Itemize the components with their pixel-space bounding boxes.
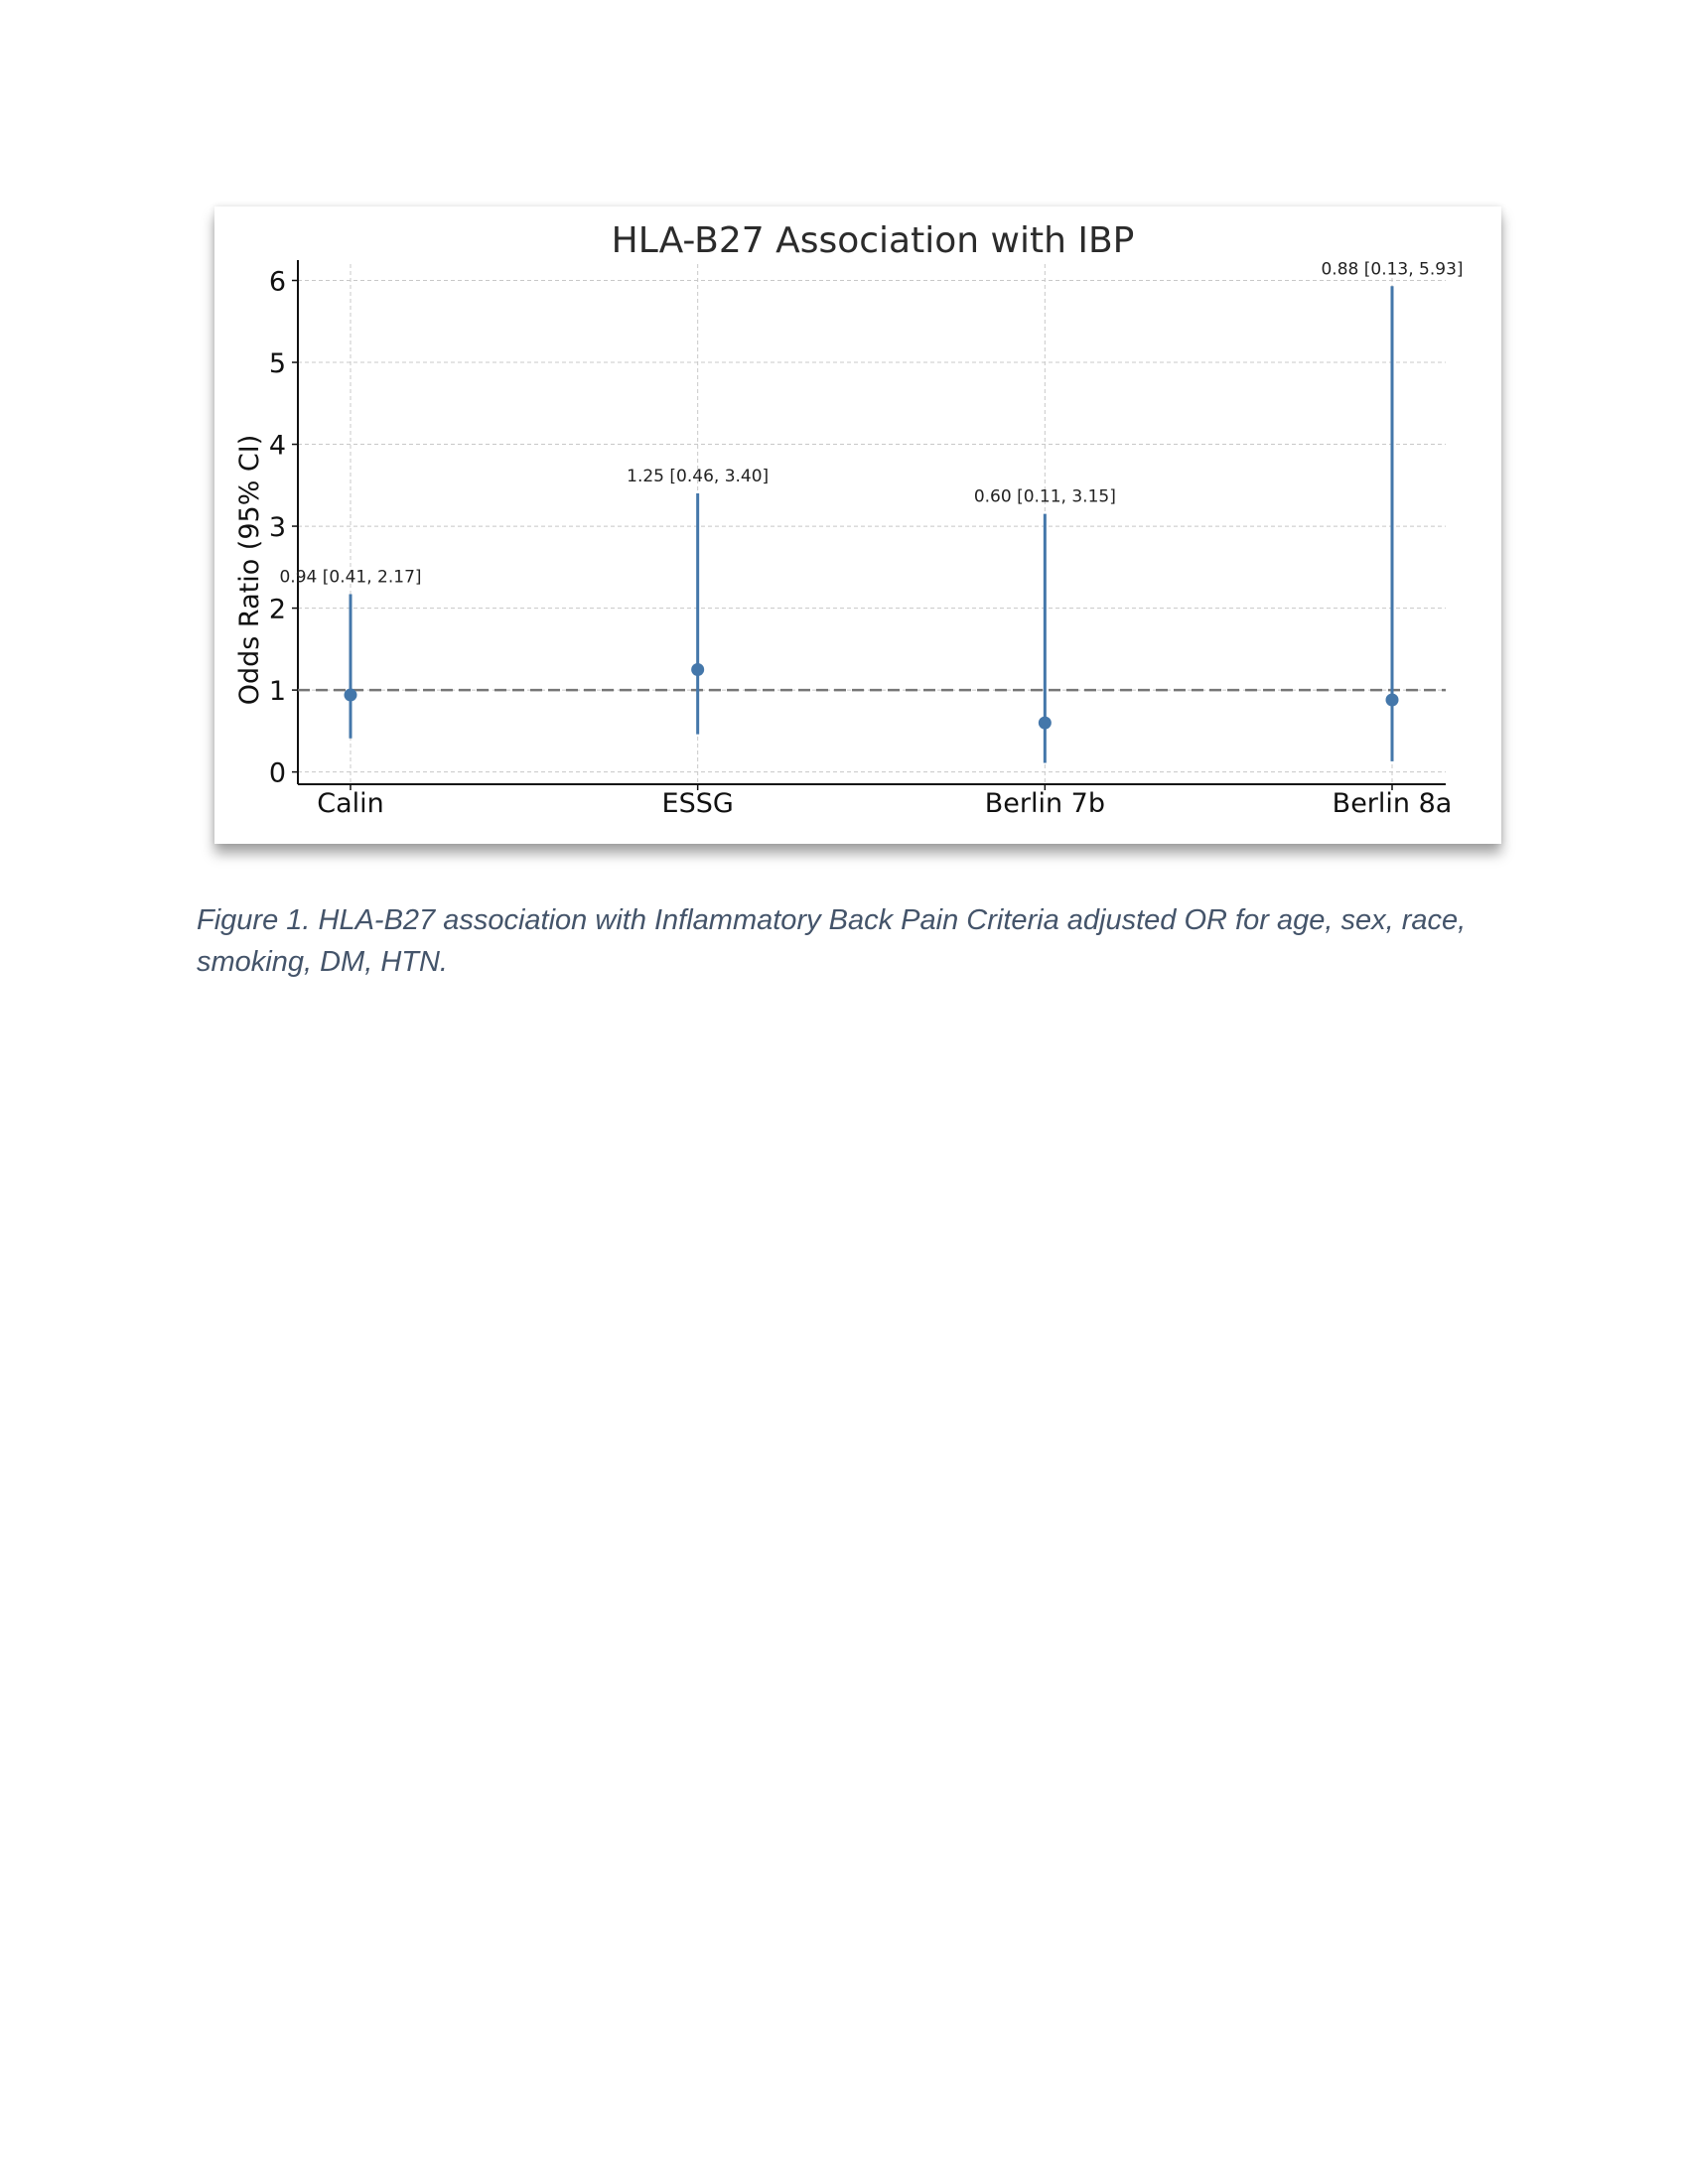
figure-caption: Figure 1. HLA-B27 association with Inflammatory Back Pain Criteria adjusted OR for age, sex, race, smoking, DM, HTN. (197, 904, 1467, 978)
y-tick-label: 3 (268, 512, 286, 544)
odds-ratio-point (1386, 694, 1399, 707)
x-tick-label: Calin (317, 788, 384, 819)
data-label: 0.88 [0.13, 5.93] (1321, 259, 1464, 280)
data-label: 0.60 [0.11, 3.15] (973, 486, 1116, 507)
data-label: 0.94 [0.41, 2.17] (279, 567, 422, 588)
data-label: 1.25 [0.46, 3.40] (627, 467, 770, 487)
y-tick-label: 2 (268, 594, 286, 625)
x-tick-label: ESSG (661, 788, 734, 819)
axes-layer (269, 260, 1453, 819)
chart-title: HLA-B27 Association with IBP (611, 220, 1135, 261)
y-axis-label: Odds Ratio (95% CI) (234, 434, 265, 706)
odds-ratio-point (691, 663, 704, 676)
x-tick-label: Berlin 7b (984, 788, 1105, 819)
x-tick-label: Berlin 8a (1332, 788, 1453, 819)
figure-card (214, 206, 1501, 844)
y-tick-label: 4 (268, 430, 286, 462)
y-tick-label: 1 (268, 676, 286, 708)
grid-layer (298, 264, 1446, 784)
odds-ratio-point (1039, 717, 1052, 730)
y-tick-label: 0 (268, 757, 286, 789)
marks-layer (279, 259, 1463, 762)
odds-ratio-point (345, 689, 357, 702)
y-tick-label: 6 (268, 266, 286, 298)
forest-plot-chart (214, 206, 1501, 844)
y-tick-label: 5 (268, 348, 286, 380)
